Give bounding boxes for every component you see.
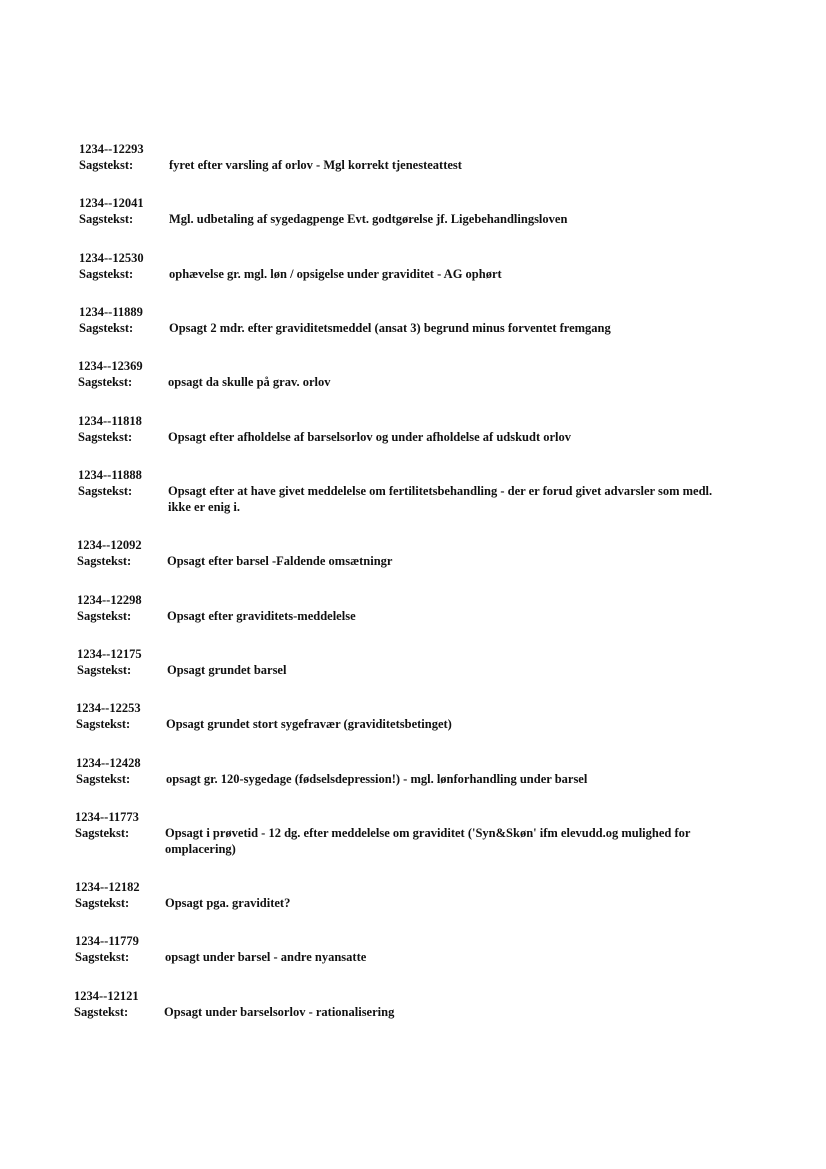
case-id: 1234--12530 [79,251,144,265]
case-text: ophævelse gr. mgl. løn / opsigelse under graviditet - AG ophørt [169,267,502,281]
case-entry [78,358,738,390]
case-entry [78,467,738,515]
case-text-label: Sagstekst: [75,950,130,964]
case-text-label: Sagstekst: [78,430,133,444]
case-id: 1234--12293 [79,142,144,156]
case-id: 1234--11779 [75,934,139,948]
case-id: 1234--11889 [79,305,143,319]
case-entry [79,304,739,336]
case-id: 1234--11773 [75,810,139,824]
case-entry [77,537,737,569]
case-id: 1234--12092 [77,538,142,552]
case-entry [75,809,735,857]
case-text: Opsagt pga. graviditet? [165,896,291,910]
case-entry [74,988,734,1020]
case-id: 1234--12369 [78,359,143,373]
case-text-label: Sagstekst: [79,321,134,335]
case-text-label: Sagstekst: [76,772,131,786]
case-text: Opsagt efter graviditets-meddelelse [167,609,356,623]
case-text: Opsagt efter afholdelse af barselsorlov og under afholdelse af udskudt orlov [168,430,572,444]
case-id: 1234--12428 [76,756,141,770]
case-text-label: Sagstekst: [78,375,133,389]
case-id: 1234--12253 [76,701,141,715]
case-text-label: Sagstekst: [75,826,130,840]
case-text: opsagt under barsel - andre nyansatte [165,950,367,964]
case-entry [76,755,736,787]
case-text-label: Sagstekst: [78,484,133,498]
case-text: Opsagt 2 mdr. efter graviditetsmeddel (ansat 3) begrund minus forventet fremgang [169,321,611,335]
case-id: 1234--11818 [78,414,142,428]
case-text-label: Sagstekst: [79,158,134,172]
case-text: Opsagt grundet stort sygefravær (graviditetsbetinget) [166,717,452,731]
case-text: opsagt da skulle på grav. orlov [168,375,331,389]
case-id: 1234--11888 [78,468,142,482]
case-id: 1234--12182 [75,880,140,894]
case-text: fyret efter varsling af orlov - Mgl korrekt tjenesteattest [169,158,462,172]
case-text: Opsagt i prøvetid - 12 dg. efter meddelelse om graviditet ('Syn&Skøn' ifm elevudd.og mulighed for omplacering) [165,826,691,856]
case-entry [79,141,739,173]
case-text-label: Sagstekst: [74,1005,129,1019]
case-entry [78,413,738,445]
case-text-label: Sagstekst: [79,212,134,226]
case-text: Opsagt under barselsorlov - rationalisering [164,1005,395,1019]
case-text-label: Sagstekst: [75,896,130,910]
case-text: opsagt gr. 120-sygedage (fødselsdepression!) - mgl. lønforhandling under barsel [166,772,588,786]
case-text: Opsagt grundet barsel [167,663,287,677]
case-entry [79,250,739,282]
case-text-label: Sagstekst: [77,663,132,677]
case-text: Opsagt efter barsel -Faldende omsætningr [167,554,393,568]
case-text: Opsagt efter at have givet meddelelse om fertilitetsbehandling - der er forud givet advarsler som medl. ikke er enig i. [168,484,713,514]
case-text-label: Sagstekst: [76,717,131,731]
case-id: 1234--12298 [77,593,142,607]
case-text-label: Sagstekst: [77,609,132,623]
case-text-label: Sagstekst: [79,267,134,281]
case-id: 1234--12175 [77,647,142,661]
case-entry [75,933,735,965]
case-entry [79,195,739,227]
case-entry [75,879,735,911]
case-id: 1234--12121 [74,989,139,1003]
case-entry [77,646,737,678]
case-text: Mgl. udbetaling af sygedagpenge Evt. godtgørelse jf. Ligebehandlingsloven [169,212,568,226]
case-text-label: Sagstekst: [77,554,132,568]
case-entry [77,592,737,624]
case-entry [76,700,736,732]
case-id: 1234--12041 [79,196,144,210]
